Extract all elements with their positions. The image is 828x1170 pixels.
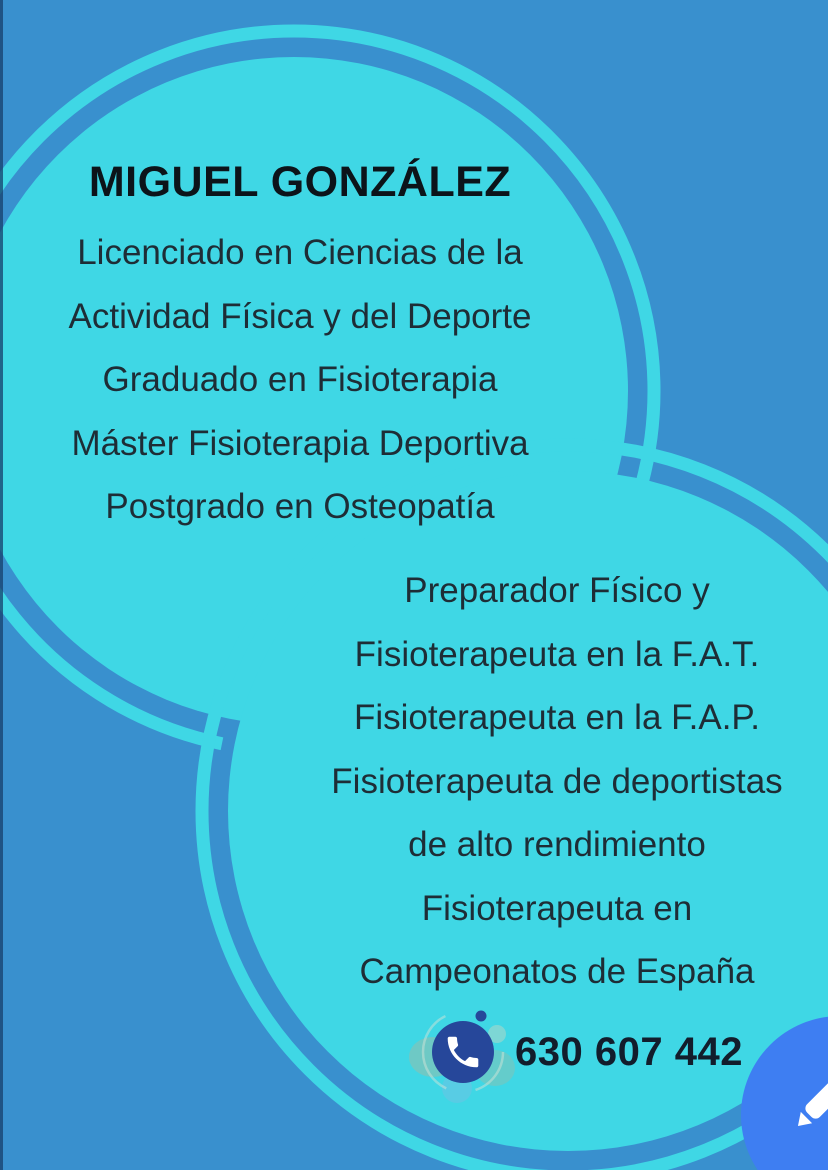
credential-line: Postgrado en Osteopatía xyxy=(105,487,495,526)
role-line: Fisioterapeuta de deportistas xyxy=(331,761,783,801)
person-name: MIGUEL GONZÁLEZ xyxy=(88,158,512,206)
credential-line: Licenciado en Ciencias de la xyxy=(77,233,523,272)
credential-line: Graduado en Fisioterapia xyxy=(102,360,498,399)
role-line: Campeonatos de España xyxy=(359,952,755,991)
role-line: Fisioterapeuta en la F.A.P. xyxy=(354,698,760,737)
roles-block xyxy=(287,559,827,1004)
left-edge-shadow xyxy=(0,0,3,1170)
credential-line: Actividad Física y del Deporte xyxy=(68,296,532,336)
role-line: Fisioterapeuta en xyxy=(421,888,693,928)
credential-line: Máster Fisioterapia Deportiva xyxy=(71,423,529,463)
credentials-block xyxy=(0,221,600,539)
role-line: Preparador Físico y xyxy=(404,571,710,610)
role-line: de alto rendimiento xyxy=(408,825,706,864)
role-line: Fisioterapeuta en la F.A.T. xyxy=(354,634,760,674)
phone-number: 630 607 442 xyxy=(515,1030,743,1074)
